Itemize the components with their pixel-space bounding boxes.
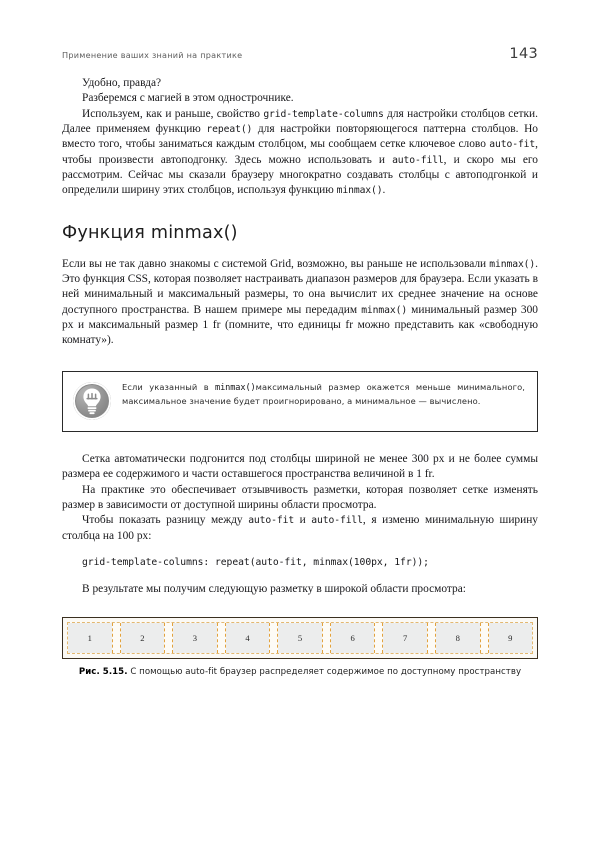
paragraph-text: для настройки повторяющегося паттерна столбцов. Но вместо того, чтобы заниматься каждым столбцом, мы сообщаем сетке ключевое слово	[62, 123, 538, 151]
paragraph-difference	[62, 513, 538, 544]
paragraph-intro-1	[62, 76, 538, 91]
paragraph-text: Удобно, правда?	[82, 77, 162, 89]
grid-gutter	[269, 623, 278, 653]
grid-cell: 8	[436, 623, 480, 653]
grid-gutter	[322, 623, 331, 653]
grid-gutter	[480, 623, 489, 653]
paragraph-text: Разберемся с магией в этом однострочнике.	[82, 92, 294, 105]
grid-gutter	[427, 623, 436, 653]
grid-cell: 6	[331, 623, 375, 653]
paragraph-text: , чтобы произвести автоподгонку. Здесь можно использовать и	[62, 138, 538, 166]
paragraph-text: , я изменю минимальную ширину столбца на 100 px:	[62, 514, 538, 542]
paragraph-text: . Это функция CSS, которая позволяет настраивать диапазон размеров для браузера. Если указать в ней минимальный и максимальный размеры, то она вычислит их среднее значение на основе доступного пространства. В нашем примере мы передадим	[62, 257, 538, 316]
grid-cell: 4	[226, 623, 270, 653]
inline-code-repeat: repeat()	[206, 124, 253, 136]
figure-label: Рис. 5.15.	[78, 667, 128, 678]
grid-cell: 1	[68, 623, 112, 653]
inline-code-minmax: minmax()	[336, 185, 383, 197]
paragraph-text: минимальный размер 300 px и максимальный размер 1 fr (помните, что единицы fr можно представить как «свободную комнату»).	[62, 303, 538, 347]
page-number: 143	[509, 46, 538, 62]
figure-caption	[62, 666, 538, 679]
grid-demo-container	[62, 617, 538, 659]
running-head	[62, 46, 538, 62]
paragraph-text: .	[382, 184, 386, 197]
figure-caption-text: С помощью auto-fit браузер распределяет содержимое по доступному пространству	[127, 667, 522, 678]
paragraph-text: Чтобы показать разницу между	[82, 514, 249, 527]
paragraph-auto-sizing	[62, 452, 538, 483]
grid-cell: 2	[121, 623, 165, 653]
grid-gutter	[217, 623, 226, 653]
grid-cell: 9	[489, 623, 533, 653]
inline-code-auto-fill: auto-fill	[392, 154, 444, 166]
tip-callout	[62, 371, 538, 432]
inline-code-minmax: minmax()	[489, 258, 536, 270]
paragraph-responsive	[62, 483, 538, 514]
grid-demo-track	[67, 622, 533, 654]
running-head-title: Применение ваших знаний на практике	[62, 50, 243, 60]
grid-cell: 7	[383, 623, 427, 653]
grid-gutter	[112, 623, 121, 653]
lightbulb-icon	[73, 382, 111, 420]
tip-text	[122, 381, 525, 409]
paragraph-intro-2	[62, 91, 538, 106]
paragraph-text: Используем, как и раньше, свойство	[82, 107, 264, 120]
paragraph-minmax-description	[62, 257, 538, 349]
inline-code-grid-template-columns: grid-template-columns	[263, 108, 384, 120]
tip-text-segment: максимальный размер окажется меньше минимального, максимальное значение будет проигнорировано, а минимальное — вычислено.	[122, 381, 525, 407]
grid-cell: 5	[278, 623, 322, 653]
inline-code-auto-fit: auto-fit	[489, 139, 536, 151]
inline-code-minmax: minmax()	[361, 304, 408, 316]
figure-5-15	[62, 617, 538, 679]
code-block-grid-template-columns: grid-template-columns: repeat(auto-fit, minmax(100px, 1fr));	[82, 556, 429, 568]
paragraph-text: В результате мы получим следующую разметку в широкой области просмотра:	[82, 582, 466, 595]
paragraph-text: На практике это обеспечивает отзывчивость разметки, которая позволяет сетке изменять размер в зависимости от доступной ширины области просмотра.	[62, 483, 538, 511]
paragraph-grid-template-columns	[62, 107, 538, 199]
inline-code-auto-fit: auto-fit	[248, 515, 295, 527]
paragraph-text: и	[294, 514, 312, 527]
paragraph-text: , и скоро мы его рассмотрим. Сейчас мы сказали браузеру многократно создавать столбцы с автоподгонкой и определили ширину этих столбцов, используя функцию	[62, 153, 538, 197]
section-heading-minmax: Функция minmax()	[62, 222, 238, 243]
paragraph-text: Сетка автоматически подгонится под столбцы шириной не менее 300 px и не более суммы размера ее содержимого и части оставшегося пространства величиной в 1 fr.	[62, 452, 538, 481]
grid-gutter	[164, 623, 173, 653]
grid-cell: 3	[173, 623, 217, 653]
grid-gutter	[374, 623, 383, 653]
inline-code-auto-fill: auto-fill	[311, 515, 363, 527]
paragraph-text: для настройки столбцов сетки. Далее применяем функцию	[62, 107, 538, 136]
paragraph-result	[62, 582, 538, 597]
inline-code-minmax: minmax()	[215, 382, 256, 393]
text-column	[62, 76, 538, 679]
tip-text-segment: Если указанный в	[122, 381, 215, 392]
paragraph-text: Если вы не так давно знакомы с системой Grid, возможно, вы раньше не использовали	[62, 257, 490, 270]
